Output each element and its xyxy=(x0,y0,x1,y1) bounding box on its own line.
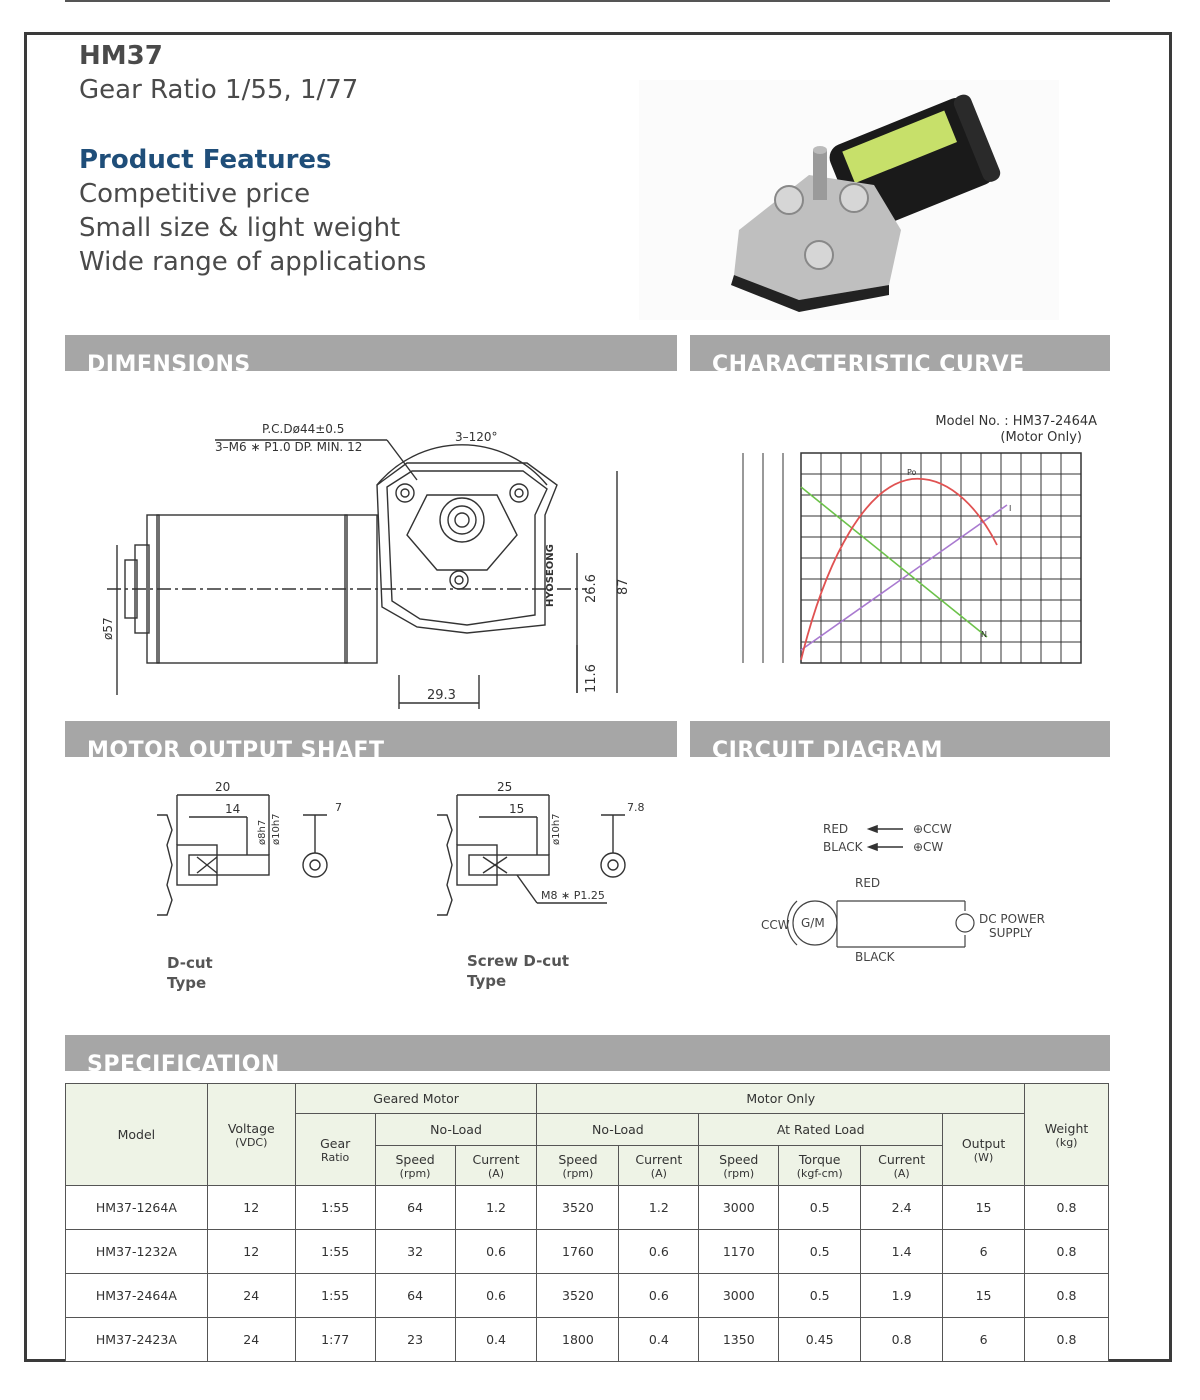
section-specification: SPECIFICATION xyxy=(65,1035,1110,1071)
screw-dcut-caption: Screw D-cut Type xyxy=(467,952,570,990)
col-motor-only: Motor Only xyxy=(537,1084,1025,1114)
col-model: Model xyxy=(66,1084,208,1186)
col-torque: Torque (kgf-cm) xyxy=(779,1146,861,1186)
col-current: Current (A) xyxy=(619,1146,699,1186)
legend-ccw: ⊕CCW xyxy=(913,822,952,836)
col-at-rated-load: At Rated Load xyxy=(699,1114,943,1146)
circuit-diagram xyxy=(717,805,1097,985)
wire-black-label: BLACK xyxy=(855,950,895,964)
col-no-load-geared: No-Load xyxy=(375,1114,537,1146)
characteristic-curve xyxy=(697,375,1107,675)
section-circuit-diagram: CIRCUIT DIAGRAM xyxy=(690,721,1110,757)
legend-black: BLACK xyxy=(823,840,863,854)
dim-87: 87 xyxy=(616,578,631,595)
dim-11-6: 11.6 xyxy=(584,664,599,693)
curve-model: Model No. : HM37-2464A xyxy=(935,414,1097,429)
supply-label-2: SUPPLY xyxy=(989,926,1033,940)
screw-thread: M8 ∗ P1.25 xyxy=(541,889,605,902)
feature-item: Small size & light weight xyxy=(79,213,401,243)
col-current: Current (A) xyxy=(861,1146,943,1186)
model-title: HM37 xyxy=(79,41,163,71)
col-speed: Speed (rpm) xyxy=(375,1146,455,1186)
curve-label-n: N xyxy=(981,630,987,639)
curve-grid xyxy=(743,453,1081,663)
curve-label-i: I xyxy=(1009,504,1012,513)
curve-motor-only: (Motor Only) xyxy=(1000,430,1082,445)
datasheet-frame xyxy=(24,32,1172,1362)
dcut-len-flat: 14 xyxy=(225,802,241,816)
top-rule xyxy=(65,0,1110,2)
shaft-screw-dcut-drawing xyxy=(417,775,657,955)
legend-cw: ⊕CW xyxy=(913,840,944,854)
col-current: Current (A) xyxy=(455,1146,537,1186)
dcut-dia2: ø10h7 xyxy=(271,813,282,845)
pcd-label: P.C.Dø44±0.5 xyxy=(262,422,345,436)
col-output: Output (W) xyxy=(943,1114,1025,1186)
dim-29-3: 29.3 xyxy=(427,688,456,703)
brand-mark: HYOSEONG xyxy=(545,544,556,607)
col-voltage: Voltage (VDC) xyxy=(207,1084,295,1186)
tap-label: 3–M6 ∗ P1.0 DP. MIN. 12 xyxy=(215,440,363,454)
table-row: HM37-2464A 24 1:55 64 0.6 3520 0.6 3000 0.5 1.9 15 0.8 xyxy=(66,1274,1109,1318)
gear-ratio-title: Gear Ratio 1/55, 1/77 xyxy=(79,75,359,105)
supply-label-1: DC POWER xyxy=(979,912,1045,926)
table-row: HM37-1232A 12 1:55 32 0.6 1760 0.6 1170 0.5 1.4 6 0.8 xyxy=(66,1230,1109,1274)
dimensions-drawing xyxy=(87,375,647,715)
curve-label-po: Po xyxy=(907,468,917,477)
section-characteristic-curve: CHARACTERISTIC CURVE xyxy=(690,335,1110,371)
col-speed: Speed (rpm) xyxy=(537,1146,619,1186)
section-dimensions: DIMENSIONS xyxy=(65,335,677,371)
wire-red-label: RED xyxy=(855,876,881,890)
dcut-dia1: ø8h7 xyxy=(257,819,268,845)
table-row: HM37-1264A 12 1:55 64 1.2 3520 1.2 3000 0.5 2.4 15 0.8 xyxy=(66,1186,1109,1230)
table-row: HM37-2423A 24 1:77 23 0.4 1800 0.4 1350 0.45 0.8 6 0.8 xyxy=(66,1318,1109,1362)
col-speed: Speed (rpm) xyxy=(699,1146,779,1186)
specification-table xyxy=(65,1083,1109,1362)
dcut-flat: 7 xyxy=(335,801,342,814)
col-gear-ratio: Gear Ratio xyxy=(295,1114,375,1186)
screw-len-total: 25 xyxy=(497,780,513,794)
section-motor-output-shaft: MOTOR OUTPUT SHAFT xyxy=(65,721,677,757)
shaft-dcut-drawing xyxy=(137,775,367,955)
dcut-len-total: 20 xyxy=(215,780,231,794)
motor-symbol: G/M xyxy=(801,916,825,930)
col-geared-motor: Geared Motor xyxy=(295,1084,537,1114)
feature-item: Competitive price xyxy=(79,179,311,209)
curve-speed xyxy=(801,487,987,637)
feature-item: Wide range of applications xyxy=(79,247,427,277)
screw-dia1: ø10h7 xyxy=(551,813,562,845)
col-no-load-motor: No-Load xyxy=(537,1114,699,1146)
dcut-caption: D-cut Type xyxy=(167,954,213,992)
screw-flat: 7.8 xyxy=(627,801,645,814)
rotation-label: CCW xyxy=(761,918,790,932)
features-heading: Product Features xyxy=(79,145,332,175)
screw-len-flat: 15 xyxy=(509,802,525,816)
angle-label: 3–120° xyxy=(455,430,498,444)
curve-output xyxy=(801,479,997,660)
motor-photo xyxy=(639,80,1059,320)
legend-red: RED xyxy=(823,822,849,836)
dia-label: ø57 xyxy=(101,617,115,640)
col-weight: Weight (kg) xyxy=(1025,1084,1109,1186)
dim-26-6: 26.6 xyxy=(584,574,599,603)
